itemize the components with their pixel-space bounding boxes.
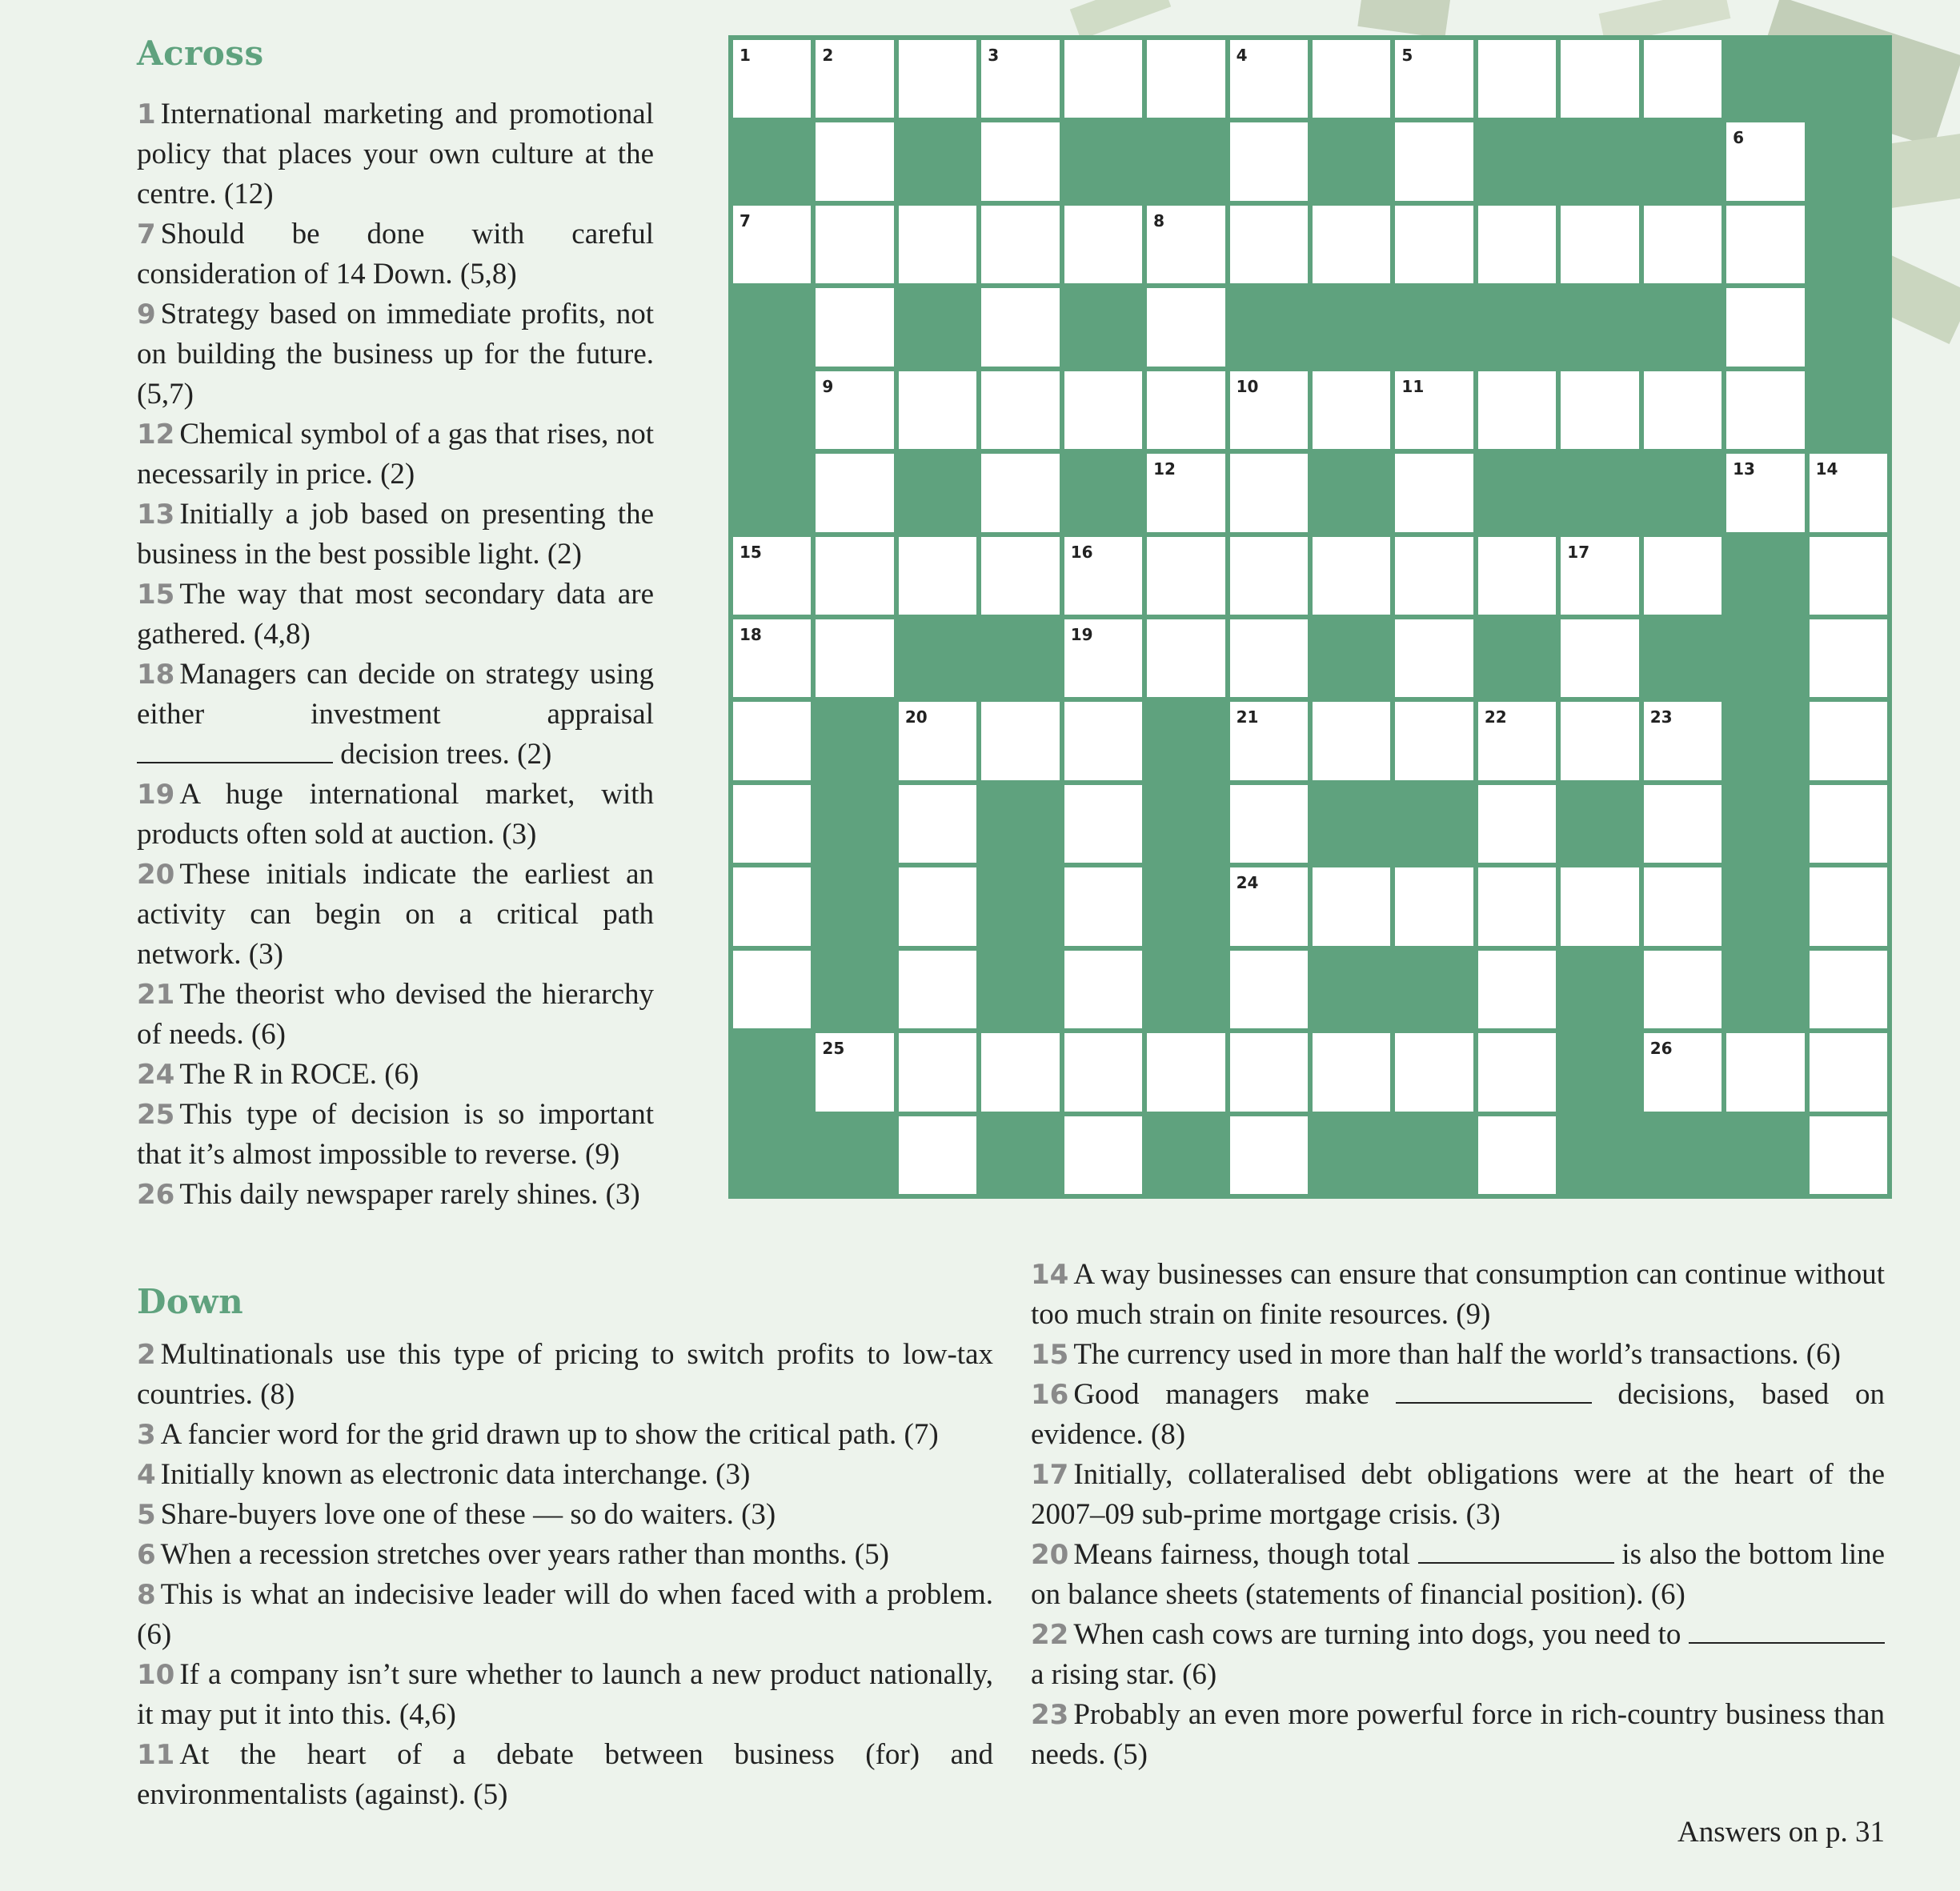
grid-cell[interactable] [813, 38, 896, 120]
clue-text: Means fairness, though total [1073, 1538, 1410, 1571]
grid-cell[interactable] [1641, 38, 1724, 120]
cell-number: 20 [904, 707, 928, 727]
grid-cell[interactable] [1558, 699, 1641, 782]
cell-number: 4 [1236, 46, 1248, 65]
grid-cell[interactable] [1310, 865, 1393, 948]
clue-number: 2 [137, 1339, 156, 1371]
clue-number: 6 [137, 1539, 156, 1571]
clue-text: This daily newspaper rarely shines. (3) [179, 1178, 640, 1211]
grid-cell[interactable] [813, 451, 896, 534]
clue [137, 415, 654, 495]
grid-cell[interactable] [1228, 865, 1310, 948]
grid-cell[interactable] [731, 203, 813, 286]
clue [137, 214, 654, 294]
clue [1031, 1615, 1885, 1695]
grid-cell[interactable] [1228, 1031, 1310, 1113]
clue-number: 3 [137, 1419, 156, 1451]
grid-cell[interactable] [979, 1031, 1061, 1113]
grid-cell[interactable] [1144, 617, 1227, 699]
clue-text-after-blank: decision trees. (2) [340, 738, 552, 771]
clue-number: 24 [137, 1059, 175, 1091]
clue [137, 855, 654, 975]
grid-cell[interactable] [896, 783, 979, 865]
grid-cell[interactable] [813, 203, 896, 286]
clue-number: 5 [137, 1499, 156, 1531]
grid-cell[interactable] [731, 699, 813, 782]
grid-cell[interactable] [1807, 617, 1890, 699]
grid-cell[interactable] [1228, 203, 1310, 286]
grid-cell[interactable] [1476, 369, 1558, 451]
clue [137, 1655, 993, 1735]
grid-cell[interactable] [1393, 369, 1475, 451]
grid-cell[interactable] [1641, 369, 1724, 451]
cell-number: 16 [1070, 542, 1093, 562]
cell-number: 22 [1484, 707, 1507, 727]
grid-cell[interactable] [1558, 865, 1641, 948]
grid-cell[interactable] [1724, 120, 1806, 202]
down-clue-list-column-2 [1031, 1255, 1885, 1775]
clue-text: A way businesses can ensure that consumption can continue without too much strain on finite resources. (9) [1031, 1258, 1885, 1331]
grid-cell[interactable] [731, 783, 813, 865]
cell-number: 26 [1649, 1039, 1673, 1059]
clue [137, 1415, 993, 1455]
cell-number: 15 [740, 542, 762, 562]
grid-cell[interactable] [1228, 699, 1310, 782]
clue-number: 26 [137, 1179, 175, 1211]
clue [1031, 1335, 1885, 1375]
down-clue-list-column-1 [137, 1335, 993, 1815]
grid-cell[interactable] [1393, 451, 1475, 534]
grid-cell[interactable] [1144, 286, 1227, 368]
grid-cell[interactable] [1062, 369, 1144, 451]
grid-cell[interactable] [896, 1114, 979, 1196]
clue-text: When cash cows are turning into dogs, you need to [1073, 1618, 1681, 1651]
grid-cell[interactable] [896, 948, 979, 1031]
grid-cell[interactable] [1144, 369, 1227, 451]
clue [1031, 1255, 1885, 1335]
grid-cell[interactable] [1062, 1031, 1144, 1113]
clue-number: 9 [137, 298, 156, 331]
grid-cell[interactable] [1310, 203, 1393, 286]
clue-number: 14 [1031, 1259, 1069, 1291]
clue-text: The theorist who devised the hierarchy of needs. (6) [137, 978, 654, 1051]
grid-cell[interactable] [896, 38, 979, 120]
clue-number: 12 [137, 419, 175, 451]
cell-number: 6 [1733, 128, 1745, 148]
grid-cell[interactable] [1310, 1031, 1393, 1113]
grid-cell[interactable] [1476, 865, 1558, 948]
clue-text: Should be done with careful consideration of 14 Down. (5,8) [137, 218, 654, 290]
grid-cell[interactable] [1393, 38, 1475, 120]
clue [1031, 1375, 1885, 1455]
cell-number: 18 [740, 625, 762, 644]
grid-cell[interactable] [1144, 1031, 1227, 1113]
clue [137, 1575, 993, 1655]
grid-cell[interactable] [1807, 865, 1890, 948]
clue-text-after-blank: decisions, based on evidence. (8) [1031, 1378, 1886, 1451]
grid-cell[interactable] [896, 535, 979, 617]
clue-text: A huge international market, with products often sold at auction. (3) [137, 778, 654, 851]
grid-cell[interactable] [1393, 865, 1475, 948]
clue-number: 18 [137, 659, 175, 691]
clue [137, 1535, 993, 1575]
grid-cell[interactable] [1807, 699, 1890, 782]
grid-cell[interactable] [896, 1031, 979, 1113]
cell-number: 5 [1401, 46, 1413, 65]
grid-cell[interactable] [1144, 38, 1227, 120]
grid-cell[interactable] [1807, 451, 1890, 534]
across-clue-list [137, 94, 654, 1215]
grid-cell[interactable] [1807, 1114, 1890, 1196]
answer-blank [137, 739, 333, 763]
grid-cell[interactable] [1228, 120, 1310, 202]
grid-cell[interactable] [1144, 451, 1227, 534]
grid-cell[interactable] [1724, 369, 1806, 451]
clue-text: Initially a job based on presenting the business in the best possible light. (2) [137, 498, 654, 571]
grid-cell[interactable] [1228, 451, 1310, 534]
clue [137, 294, 654, 415]
grid-cell[interactable] [1062, 865, 1144, 948]
clue-text: The currency used in more than half the world’s transactions. (6) [1073, 1338, 1841, 1371]
grid-cell[interactable] [1558, 369, 1641, 451]
clue-number: 17 [1031, 1459, 1069, 1491]
clue-number: 8 [137, 1579, 156, 1611]
cell-number: 1 [740, 46, 751, 65]
grid-cell[interactable] [979, 120, 1061, 202]
clue-number: 1 [137, 98, 156, 130]
clue [137, 975, 654, 1055]
grid-cell[interactable] [1641, 783, 1724, 865]
grid-cell[interactable] [1062, 38, 1144, 120]
grid-cell[interactable] [731, 38, 813, 120]
cell-number: 11 [1401, 376, 1425, 396]
grid-cell[interactable] [896, 203, 979, 286]
cell-number: 2 [822, 46, 834, 65]
grid-cell[interactable] [1228, 948, 1310, 1031]
clue-number: 7 [137, 218, 156, 250]
cell-number: 13 [1733, 459, 1755, 479]
cell-number: 17 [1567, 542, 1590, 562]
cell-number: 21 [1236, 707, 1259, 727]
grid-cell[interactable] [1310, 699, 1393, 782]
across-heading: Across [137, 34, 264, 73]
grid-cell[interactable] [1393, 535, 1475, 617]
clue [137, 575, 654, 655]
clue-text: Initially known as electronic data interchange. (3) [160, 1458, 751, 1491]
grid-cell[interactable] [1558, 203, 1641, 286]
grid-cell[interactable] [731, 617, 813, 699]
grid-cell[interactable] [813, 1031, 896, 1113]
grid-cell[interactable] [979, 369, 1061, 451]
cell-number: 23 [1649, 707, 1673, 727]
grid-cell[interactable] [1062, 948, 1144, 1031]
grid-cell[interactable] [1228, 1114, 1310, 1196]
grid-cell[interactable] [1724, 451, 1806, 534]
clue [137, 1175, 654, 1215]
clue [137, 1335, 993, 1415]
clue [137, 1055, 654, 1095]
clue-number: 20 [1031, 1539, 1069, 1571]
clue-text: Chemical symbol of a gas that rises, not necessarily in price. (2) [137, 418, 654, 491]
clue-text: At the heart of a debate between business (for) and environmentalists (against). (5) [137, 1738, 993, 1811]
grid-cell[interactable] [1641, 865, 1724, 948]
clue-text: This is what an indecisive leader will do when faced with a problem. (6) [137, 1578, 993, 1651]
grid-cell[interactable] [731, 865, 813, 948]
grid-cell[interactable] [979, 38, 1061, 120]
clue-number: 23 [1031, 1699, 1069, 1731]
clue-number: 19 [137, 779, 175, 811]
clue-text: Multinationals use this type of pricing to switch profits to low-tax countries. (8) [137, 1338, 993, 1411]
grid-cell[interactable] [1641, 203, 1724, 286]
grid-cell[interactable] [1476, 203, 1558, 286]
clue-text: International marketing and promotional policy that places your own culture at the centre. (12) [137, 98, 654, 210]
grid-cell[interactable] [1476, 948, 1558, 1031]
grid-cell[interactable] [1641, 699, 1724, 782]
cell-number: 9 [822, 376, 834, 396]
clue [137, 1735, 993, 1815]
clue-text: Initially, collateralised debt obligations were at the heart of the 2007–09 sub-prime mortgage crisis. (3) [1031, 1458, 1885, 1531]
clue-text: The R in ROCE. (6) [179, 1058, 419, 1091]
grid-cell[interactable] [813, 120, 896, 202]
grid-cell[interactable] [1724, 286, 1806, 368]
cell-number: 10 [1236, 376, 1259, 396]
clue-text: When a recession stretches over years rather than months. (5) [160, 1538, 889, 1571]
clue-number: 15 [1031, 1339, 1069, 1371]
clue [137, 1455, 993, 1495]
grid-cell[interactable] [731, 535, 813, 617]
answer-blank [1396, 1380, 1592, 1404]
clue [1031, 1455, 1885, 1535]
grid-cell[interactable] [1144, 535, 1227, 617]
grid-cell[interactable] [1310, 38, 1393, 120]
clue [137, 1495, 993, 1535]
clue-text: Good managers make [1073, 1378, 1369, 1411]
clue [137, 94, 654, 214]
clue-text: Strategy based on immediate profits, not on building the business up for the future. (5,7) [137, 298, 654, 411]
down-heading: Down [137, 1282, 244, 1321]
grid-cell[interactable] [813, 286, 896, 368]
grid-cell[interactable] [1062, 699, 1144, 782]
grid-cell[interactable] [1641, 1031, 1724, 1113]
grid-cell[interactable] [1807, 783, 1890, 865]
grid-cell[interactable] [896, 369, 979, 451]
grid-cell[interactable] [979, 286, 1061, 368]
grid-cell[interactable] [896, 865, 979, 948]
clue-number: 10 [137, 1659, 175, 1691]
grid-cell[interactable] [1724, 1031, 1806, 1113]
clue-number: 16 [1031, 1379, 1069, 1411]
clue-number: 13 [137, 499, 175, 531]
clue-number: 11 [137, 1739, 175, 1771]
cell-number: 24 [1236, 873, 1259, 893]
clue-text: If a company isn’t sure whether to launch a new product nationally, it may put it into this. (4,6) [137, 1658, 993, 1731]
grid-cell[interactable] [1144, 203, 1227, 286]
grid-cell[interactable] [731, 948, 813, 1031]
grid-cell[interactable] [1228, 617, 1310, 699]
grid-cell[interactable] [1062, 535, 1144, 617]
clue-number: 22 [1031, 1619, 1069, 1651]
cell-number: 12 [1153, 459, 1176, 479]
grid-cell[interactable] [813, 535, 896, 617]
grid-cell[interactable] [1393, 617, 1475, 699]
cell-number: 3 [988, 46, 1000, 65]
grid-cell[interactable] [1228, 535, 1310, 617]
grid-cell[interactable] [1558, 38, 1641, 120]
grid-cell[interactable] [1062, 1114, 1144, 1196]
cell-number: 14 [1815, 459, 1838, 479]
clue-text: Probably an even more powerful force in rich-country business than needs. (5) [1031, 1698, 1885, 1771]
clue [137, 775, 654, 855]
grid-cell[interactable] [1807, 1031, 1890, 1113]
grid-cell[interactable] [1807, 535, 1890, 617]
grid-cell[interactable] [1228, 783, 1310, 865]
grid-cell[interactable] [979, 699, 1061, 782]
clue-number: 25 [137, 1099, 175, 1131]
grid-cell[interactable] [1476, 1114, 1558, 1196]
cell-number: 25 [822, 1039, 845, 1059]
cell-number: 8 [1153, 210, 1165, 230]
clue [1031, 1535, 1885, 1615]
grid-cell[interactable] [979, 203, 1061, 286]
clue-text: Share-buyers love one of these — so do waiters. (3) [160, 1498, 776, 1531]
grid-cell[interactable] [1558, 617, 1641, 699]
grid-cell[interactable] [1062, 203, 1144, 286]
answers-note: Answers on p. 31 [1677, 1816, 1885, 1849]
grid-cell[interactable] [1476, 699, 1558, 782]
cell-number: 7 [740, 210, 751, 230]
clue [1031, 1695, 1885, 1775]
grid-cell[interactable] [1393, 1031, 1475, 1113]
grid-cell[interactable] [1476, 1031, 1558, 1113]
clue-text-after-blank: a rising star. (6) [1031, 1658, 1217, 1691]
clue-text: These initials indicate the earliest an activity can begin on a critical path network. (3) [137, 858, 654, 971]
grid-cell[interactable] [1641, 948, 1724, 1031]
grid-cell[interactable] [1228, 369, 1310, 451]
clue-text-after-blank: is also the bottom line on balance sheets (statements of financial position). (6) [1031, 1538, 1886, 1611]
clue-text: Managers can decide on strategy using either investment appraisal [137, 658, 654, 731]
grid-cell[interactable] [1393, 120, 1475, 202]
grid-cell[interactable] [1062, 617, 1144, 699]
crossword-grid [728, 35, 1892, 1199]
grid-cell[interactable] [1062, 783, 1144, 865]
clue [137, 495, 654, 575]
grid-cell[interactable] [979, 451, 1061, 534]
grid-cell[interactable] [813, 369, 896, 451]
clue-number: 15 [137, 579, 175, 611]
grid-cell[interactable] [1310, 369, 1393, 451]
grid-cell[interactable] [1310, 535, 1393, 617]
grid-cell[interactable] [896, 699, 979, 782]
grid-cell[interactable] [1393, 699, 1475, 782]
grid-cell[interactable] [1724, 203, 1806, 286]
clue-number: 4 [137, 1459, 156, 1491]
clue-text: A fancier word for the grid drawn up to show the critical path. (7) [160, 1418, 939, 1451]
clue-text: The way that most secondary data are gathered. (4,8) [137, 578, 654, 651]
clue [137, 655, 654, 775]
grid-cell[interactable] [1558, 535, 1641, 617]
clue-number: 20 [137, 859, 175, 891]
grid-cell[interactable] [1228, 38, 1310, 120]
grid-cell[interactable] [1476, 38, 1558, 120]
cell-number: 19 [1070, 625, 1093, 644]
clue-number: 21 [137, 979, 175, 1011]
grid-cell[interactable] [1393, 203, 1475, 286]
grid-cell[interactable] [1476, 535, 1558, 617]
grid-cell[interactable] [1641, 535, 1724, 617]
clue-text: This type of decision is so important that it’s almost impossible to reverse. (9) [137, 1098, 654, 1171]
answer-blank [1418, 1540, 1614, 1564]
clue [137, 1095, 654, 1175]
grid-cell[interactable] [1476, 783, 1558, 865]
grid-cell[interactable] [979, 535, 1061, 617]
answer-blank [1689, 1620, 1885, 1644]
grid-cell[interactable] [813, 617, 896, 699]
grid-cell[interactable] [1807, 948, 1890, 1031]
